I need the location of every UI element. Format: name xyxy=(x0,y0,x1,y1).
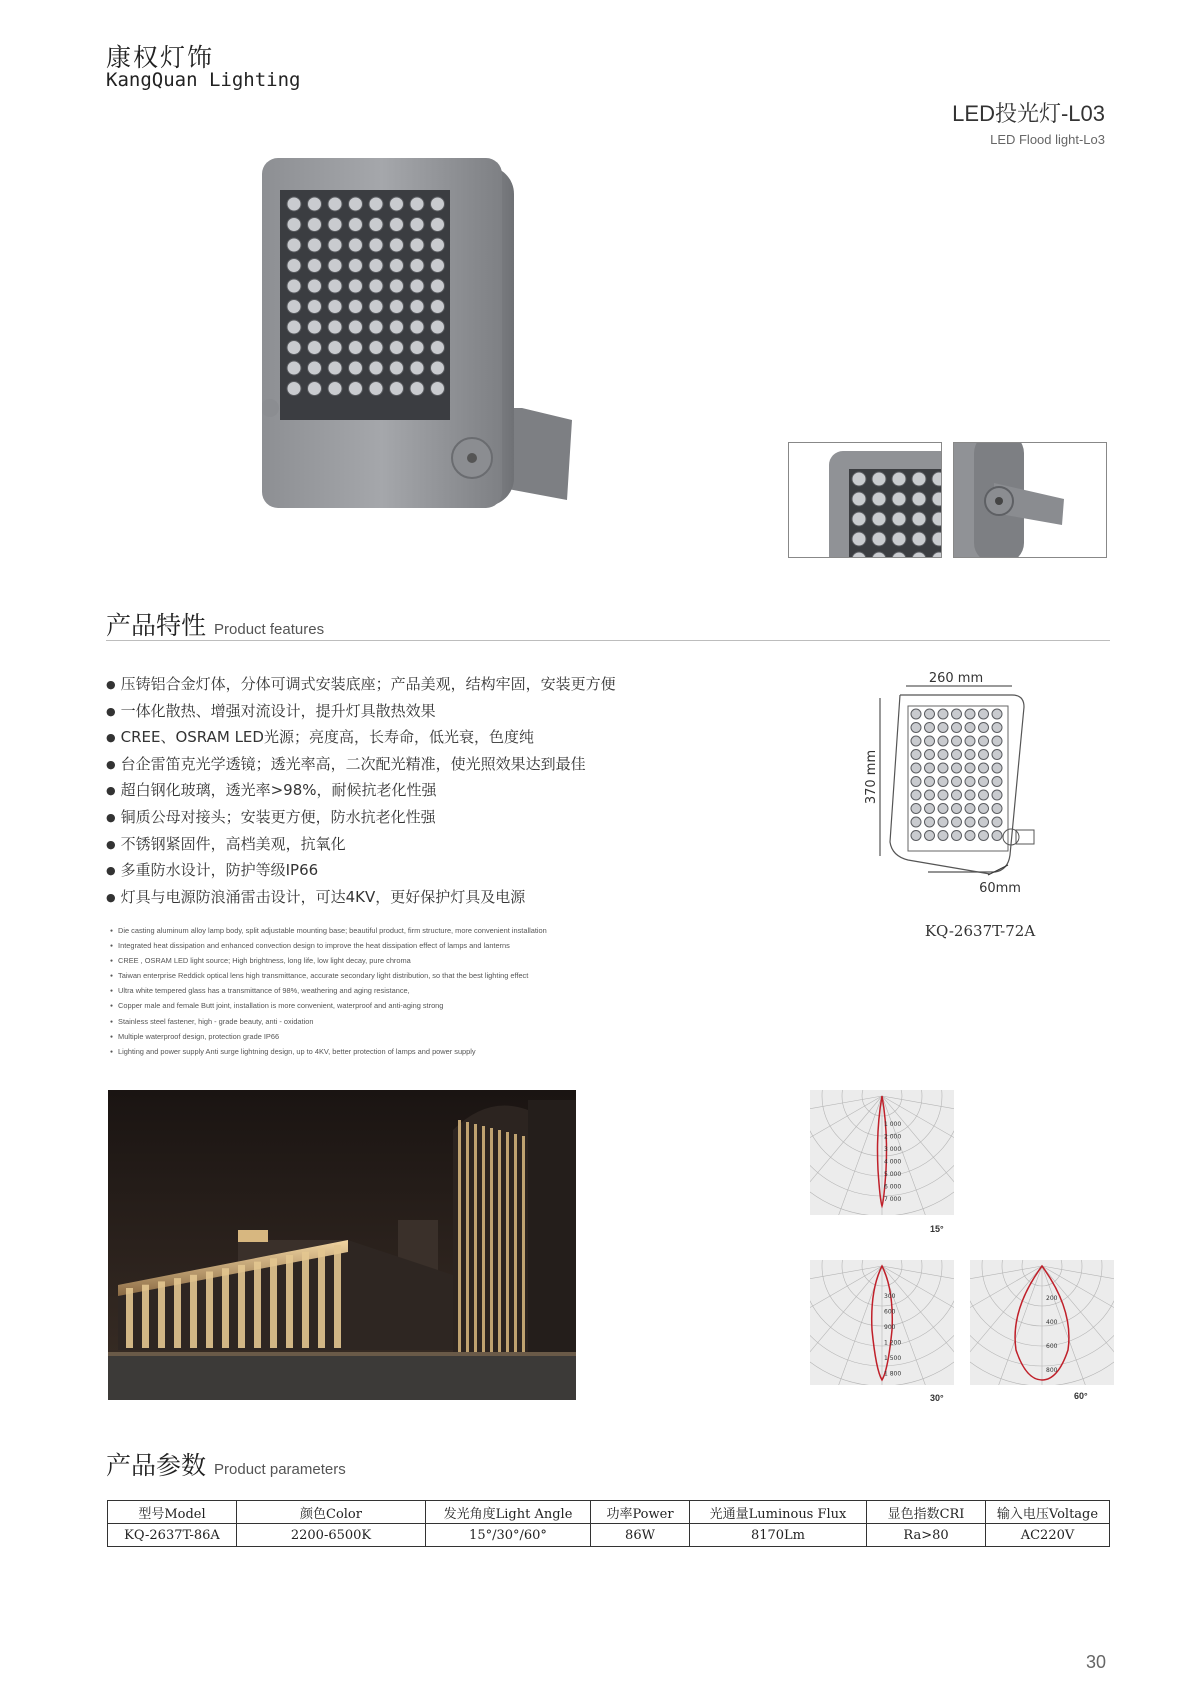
led-lens xyxy=(892,472,906,486)
cell-power: 86W xyxy=(591,1524,690,1547)
features-heading xyxy=(106,606,324,642)
wall-light-column xyxy=(286,1255,293,1348)
feature-item-en: ● Copper male and female Butt joint, installation is more convenient, waterproof and anti-aging strong xyxy=(110,999,710,1014)
led-lens xyxy=(431,300,445,314)
led-lens xyxy=(308,341,322,355)
polar-tick-label: 800 xyxy=(1046,1367,1058,1374)
led-lens xyxy=(349,218,363,232)
led-lens xyxy=(369,382,383,396)
led-lens xyxy=(992,736,1002,746)
led-lens xyxy=(410,279,424,293)
polar-label-15: 15° xyxy=(930,1224,944,1234)
feature-item-en: ● Lighting and power supply Anti surge lightning design, up to 4KV, better protection of lamps and power supply xyxy=(110,1045,710,1060)
feature-item-cn: ● 台企雷笛克光学透镜；透光率高，二次配光精准，使光照效果达到最佳 xyxy=(106,752,726,779)
wall-light-column xyxy=(254,1262,261,1348)
led-lens xyxy=(992,790,1002,800)
polar-tick-label: 400 xyxy=(1046,1319,1058,1326)
led-lens xyxy=(992,804,1002,814)
led-lens xyxy=(431,279,445,293)
led-lens xyxy=(952,763,962,773)
flood-light-product-image xyxy=(262,158,582,538)
led-lens xyxy=(872,472,886,486)
feature-item-en: ● Taiwan enterprise Reddick optical lens high transmittance, accurate secondary light distribution, so that the best lighting effect xyxy=(110,969,710,984)
led-lens xyxy=(410,382,424,396)
led-lens xyxy=(925,790,935,800)
feature-item-cn: ● CREE、OSRAM LED光源；亮度高，长寿命，低光衰，色度纯 xyxy=(106,725,726,752)
led-lens xyxy=(328,259,342,273)
led-lens xyxy=(892,492,906,506)
led-lens xyxy=(287,382,301,396)
polar-tick-label: 4 000 xyxy=(884,1158,902,1166)
led-lens xyxy=(992,817,1002,827)
led-lens xyxy=(938,817,948,827)
led-lens xyxy=(287,320,301,334)
led-lens xyxy=(308,238,322,252)
led-lens xyxy=(328,300,342,314)
polar-tick-label: 200 xyxy=(1046,1295,1058,1302)
led-lens xyxy=(308,361,322,375)
led-lens xyxy=(287,279,301,293)
page-number: 30 xyxy=(1085,1652,1106,1672)
features-list-cn xyxy=(106,672,726,911)
polar-diagram-60 xyxy=(970,1260,1114,1385)
led-lens xyxy=(925,750,935,760)
brand-name-en: KangQuan Lighting xyxy=(106,69,301,91)
features-divider xyxy=(106,640,1110,641)
led-lens xyxy=(911,777,921,787)
led-lens xyxy=(369,300,383,314)
led-lens xyxy=(938,790,948,800)
led-lens xyxy=(431,218,445,232)
led-lens xyxy=(349,197,363,211)
led-lens xyxy=(938,777,948,787)
led-lens xyxy=(369,279,383,293)
wall-light-column xyxy=(318,1248,325,1348)
feature-item-cn: ● 灯具与电源防浪涌雷击设计，可达4KV，更好保护灯具及电源 xyxy=(106,885,726,912)
led-lens xyxy=(369,197,383,211)
led-lens xyxy=(952,777,962,787)
product-title: LED投光灯-L03 xyxy=(952,101,1105,126)
led-lens xyxy=(992,709,1002,719)
led-lens xyxy=(410,218,424,232)
led-lens xyxy=(369,238,383,252)
led-lens xyxy=(925,709,935,719)
led-lens xyxy=(952,790,962,800)
led-lens xyxy=(390,238,404,252)
features-heading-cn: 产品特性 xyxy=(106,611,207,640)
led-lens xyxy=(390,300,404,314)
led-lens xyxy=(287,218,301,232)
feature-item-en: ● Ultra white tempered glass has a transmittance of 98%, weathering and aging resistance, xyxy=(110,984,710,999)
led-lens xyxy=(911,817,921,827)
polar-label-30: 30° xyxy=(930,1393,944,1403)
dimension-model-code: KQ-2637T-72A xyxy=(924,922,1036,940)
led-lens xyxy=(328,320,342,334)
header-luminous-flux: 光通量Luminous Flux xyxy=(690,1501,867,1524)
led-lens xyxy=(952,709,962,719)
polar-tick-label: 7 000 xyxy=(884,1196,902,1203)
led-lens xyxy=(979,817,989,827)
features-list-en xyxy=(110,924,710,1060)
dimension-height-label: 370 mm xyxy=(864,749,879,805)
parameters-heading-en: Product parameters xyxy=(214,1461,346,1478)
led-lens xyxy=(410,300,424,314)
led-lens xyxy=(979,736,989,746)
led-lens xyxy=(979,723,989,733)
polar-tick-label: 6 000 xyxy=(884,1183,902,1191)
product-subtitle: LED Flood light-Lo3 xyxy=(990,132,1105,147)
led-lens xyxy=(965,763,975,773)
polar-tick-label: 3 000 xyxy=(884,1146,902,1153)
led-lens xyxy=(912,472,926,486)
led-lens xyxy=(925,831,935,841)
led-lens xyxy=(965,817,975,827)
wall-light-column xyxy=(158,1281,165,1348)
led-lens xyxy=(965,709,975,719)
led-lens xyxy=(410,238,424,252)
feature-item-en: ● CREE , OSRAM LED light source; High brightness, long life, low light decay, pure chroma xyxy=(110,954,710,969)
led-lens xyxy=(349,238,363,252)
led-lens xyxy=(979,777,989,787)
led-lens xyxy=(938,804,948,814)
polar-tick-label: 600 xyxy=(1046,1343,1058,1350)
table-header-row xyxy=(108,1501,1110,1524)
led-lens xyxy=(892,512,906,526)
features-heading-en: Product features xyxy=(214,621,325,638)
polar-tick-label: 1 500 xyxy=(884,1355,902,1362)
wall-light-column xyxy=(206,1272,213,1349)
led-lens xyxy=(410,320,424,334)
led-lens xyxy=(925,736,935,746)
header-color: 颜色Color xyxy=(237,1501,426,1524)
feature-item-en: ● Multiple waterproof design, protection grade IP66 xyxy=(110,1030,710,1045)
wall-light-column xyxy=(270,1258,277,1348)
led-lens xyxy=(369,341,383,355)
led-lens xyxy=(911,750,921,760)
led-lens xyxy=(911,709,921,719)
led-lens xyxy=(952,750,962,760)
led-lens xyxy=(390,320,404,334)
feature-item-cn: ● 铜质公母对接头；安装更方便，防水抗老化性强 xyxy=(106,805,726,832)
dimension-width-label: 260 mm xyxy=(928,671,984,686)
led-lens xyxy=(938,763,948,773)
led-lens xyxy=(852,492,866,506)
led-lens xyxy=(952,831,962,841)
cell-voltage: AC220V xyxy=(986,1524,1110,1547)
application-photo xyxy=(108,1090,576,1400)
led-lens xyxy=(932,532,941,546)
led-lens xyxy=(925,804,935,814)
led-lens xyxy=(369,320,383,334)
led-lens xyxy=(912,512,926,526)
led-lens xyxy=(925,763,935,773)
led-lens xyxy=(390,361,404,375)
brand-name-cn: 康权灯饰 xyxy=(106,43,215,72)
led-lens xyxy=(952,723,962,733)
led-lens xyxy=(965,831,975,841)
polar-tick-label: 1 000 xyxy=(884,1121,902,1128)
led-lens xyxy=(431,259,445,273)
led-lens xyxy=(328,341,342,355)
led-lens xyxy=(349,320,363,334)
polar-diagram-15 xyxy=(810,1090,954,1215)
polar-tick-label: 5 000 xyxy=(884,1171,902,1178)
led-lens xyxy=(287,238,301,252)
led-lens xyxy=(925,777,935,787)
led-lens xyxy=(431,382,445,396)
feature-item-en: ● Integrated heat dissipation and enhanced convection design to improve the heat dissipation effect of lamps and lanterns xyxy=(110,939,710,954)
led-lens xyxy=(952,736,962,746)
detail-thumbnail-front xyxy=(788,442,942,558)
led-lens xyxy=(431,320,445,334)
led-lens xyxy=(979,709,989,719)
led-lens xyxy=(911,763,921,773)
led-lens xyxy=(992,777,1002,787)
feature-item-en: ● Die casting aluminum alloy lamp body, split adjustable mounting base; beautiful product, firm structure, more convenient installation xyxy=(110,924,710,939)
header-model: 型号Model xyxy=(108,1501,237,1524)
feature-item-en: ● Stainless steel fastener, high - grade beauty, anti - oxidation xyxy=(110,1015,710,1030)
led-lens xyxy=(911,831,921,841)
led-lens xyxy=(938,709,948,719)
cell-cri: Ra>80 xyxy=(867,1524,986,1547)
led-lens xyxy=(912,532,926,546)
dimension-drawing xyxy=(850,660,1050,910)
led-lens xyxy=(308,320,322,334)
cell-color: 2200-6500K xyxy=(237,1524,426,1547)
led-lens xyxy=(390,218,404,232)
led-lens xyxy=(308,259,322,273)
led-lens xyxy=(308,300,322,314)
led-lens xyxy=(992,831,1002,841)
led-lens xyxy=(925,817,935,827)
header-cri: 显色指数CRI xyxy=(867,1501,986,1524)
led-lens xyxy=(965,723,975,733)
led-lens xyxy=(410,341,424,355)
led-lens xyxy=(390,259,404,273)
led-lens xyxy=(992,750,1002,760)
led-lens xyxy=(979,790,989,800)
led-lens xyxy=(390,341,404,355)
parameters-heading xyxy=(106,1446,346,1482)
led-lens xyxy=(852,472,866,486)
led-lens xyxy=(410,259,424,273)
led-lens xyxy=(328,238,342,252)
led-lens xyxy=(287,259,301,273)
led-lens xyxy=(349,382,363,396)
led-lens xyxy=(852,532,866,546)
led-lens xyxy=(992,763,1002,773)
led-lens xyxy=(938,736,948,746)
cell-luminous-flux: 8170Lm xyxy=(690,1524,867,1547)
led-lens xyxy=(965,790,975,800)
header-voltage: 输入电压Voltage xyxy=(986,1501,1110,1524)
header-power: 功率Power xyxy=(591,1501,690,1524)
header-light-angle: 发光角度Light Angle xyxy=(426,1501,591,1524)
cell-model: KQ-2637T-86A xyxy=(108,1524,237,1547)
polar-tick-label: 1 200 xyxy=(884,1339,902,1347)
led-lens xyxy=(410,197,424,211)
led-lens xyxy=(431,197,445,211)
led-lens xyxy=(349,361,363,375)
led-lens xyxy=(287,361,301,375)
wall-light-column xyxy=(334,1245,341,1348)
wall-light-column xyxy=(222,1268,229,1348)
polar-tick-label: 2 000 xyxy=(884,1133,902,1141)
led-lens xyxy=(938,750,948,760)
wall-light-column xyxy=(302,1252,309,1348)
led-lens xyxy=(410,361,424,375)
led-lens xyxy=(952,817,962,827)
wall-light-column xyxy=(174,1278,181,1348)
parameters-table xyxy=(107,1500,1110,1547)
dimension-depth-label: 60mm xyxy=(979,881,1021,896)
led-lens xyxy=(965,804,975,814)
led-lens xyxy=(287,300,301,314)
wall-light-column xyxy=(238,1265,245,1348)
led-lens xyxy=(872,512,886,526)
led-lens xyxy=(328,382,342,396)
led-lens xyxy=(965,777,975,787)
led-lens xyxy=(308,218,322,232)
led-lens xyxy=(390,279,404,293)
led-lens xyxy=(872,492,886,506)
led-lens xyxy=(431,341,445,355)
led-lens xyxy=(932,492,941,506)
led-lens xyxy=(852,512,866,526)
led-lens xyxy=(912,492,926,506)
led-lens xyxy=(932,472,941,486)
led-lens xyxy=(925,723,935,733)
led-lens xyxy=(328,279,342,293)
led-lens xyxy=(979,831,989,841)
led-lens xyxy=(932,512,941,526)
wall-light-column xyxy=(142,1285,149,1348)
led-lens xyxy=(911,790,921,800)
led-lens xyxy=(390,197,404,211)
feature-item-cn: ● 压铸铝合金灯体，分体可调式安装底座；产品美观，结构牢固，安装更方便 xyxy=(106,672,726,699)
led-lens xyxy=(349,300,363,314)
led-lens xyxy=(431,238,445,252)
led-lens xyxy=(349,279,363,293)
led-lens xyxy=(431,361,445,375)
led-lens xyxy=(390,382,404,396)
led-lens xyxy=(308,197,322,211)
led-lens xyxy=(979,804,989,814)
polar-tick-label: 900 xyxy=(884,1324,896,1331)
led-lens xyxy=(308,279,322,293)
led-lens xyxy=(308,382,322,396)
feature-item-cn: ● 不锈钢紧固件，高档美观，抗氧化 xyxy=(106,832,726,859)
detail-thumbnail-side xyxy=(953,442,1107,558)
led-lens xyxy=(328,197,342,211)
parameters-heading-cn: 产品参数 xyxy=(106,1451,207,1480)
led-lens xyxy=(965,750,975,760)
led-lens xyxy=(911,723,921,733)
led-lens xyxy=(979,750,989,760)
led-lens xyxy=(872,532,886,546)
feature-item-cn: ● 一体化散热、增强对流设计，提升灯具散热效果 xyxy=(106,699,726,726)
led-lens xyxy=(938,723,948,733)
wall-light-column xyxy=(126,1288,133,1348)
polar-label-60: 60° xyxy=(1074,1391,1088,1401)
led-lens xyxy=(328,218,342,232)
polar-tick-label: 300 xyxy=(884,1293,896,1300)
led-lens xyxy=(349,259,363,273)
table-row xyxy=(108,1524,1110,1547)
led-lens xyxy=(287,341,301,355)
feature-item-cn: ● 多重防水设计，防护等级IP66 xyxy=(106,858,726,885)
led-lens xyxy=(892,532,906,546)
led-lens xyxy=(369,259,383,273)
led-lens xyxy=(328,361,342,375)
led-lens xyxy=(369,361,383,375)
led-lens xyxy=(992,723,1002,733)
led-lens xyxy=(369,218,383,232)
feature-item-cn: ● 超白钢化玻璃，透光率>98%，耐候抗老化性强 xyxy=(106,778,726,805)
cell-light-angle: 15°/30°/60° xyxy=(426,1524,591,1547)
wall-light-column xyxy=(190,1275,197,1348)
led-lens xyxy=(287,197,301,211)
led-lens xyxy=(349,341,363,355)
led-lens xyxy=(911,804,921,814)
polar-tick-label: 1 800 xyxy=(884,1370,902,1378)
led-lens xyxy=(952,804,962,814)
led-lens xyxy=(938,831,948,841)
polar-tick-label: 600 xyxy=(884,1308,896,1316)
polar-diagram-30 xyxy=(810,1260,954,1385)
led-lens xyxy=(965,736,975,746)
led-lens xyxy=(979,763,989,773)
led-lens xyxy=(911,736,921,746)
